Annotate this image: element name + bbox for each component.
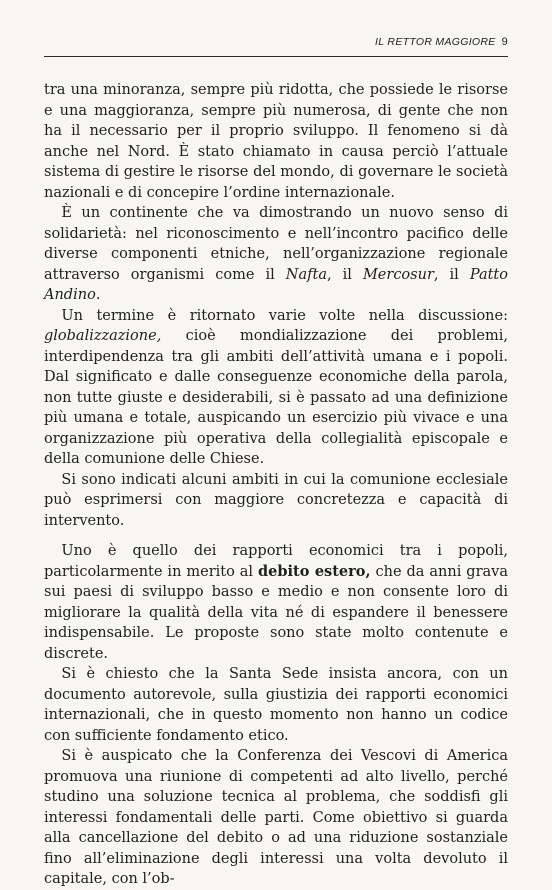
debito-estero-term: debito estero,: [258, 562, 371, 580]
paragraph-1: tra una minoranza, sempre più ridotta, che possiede le risorse e una maggioranza, sempre più numerosa, di gente che non ha il necessario per il proprio sviluppo. Il fenomeno si dà anche nel Nord. È stato chiamato in causa perciò l’attuale sistema di gestire le risorse del mondo, di governare le società nazionali e di concepire l’ordine internazionale.: [44, 82, 508, 201]
header-text: [375, 36, 508, 48]
paragraph-6: Si è chiesto che la Santa Sede insista ancora, con un documento autorevole, sulla giustizia dei rapporti economici internazionali, che in questo momento non hanno un codice con sufficiente fondamento etico.: [44, 666, 508, 744]
nafta-term: Nafta: [285, 266, 327, 283]
paragraph-5: [44, 541, 508, 664]
paragraph-2-text-d: .: [95, 287, 101, 303]
paragraph-2-text-a: È un continente che va dimostrando un nuovo senso di solidarietà: nel riconoscimento e nell’incontro pacifico delle diverse componenti etniche, nell’organizzazione regionale attraverso organismi come il: [44, 205, 508, 283]
paragraph-7: Si è auspicato che la Conferenza dei Vescovi di America promuova una riunione di competenti ad alto livello, perché studino una soluzione tecnica al problema, che soddisfi gli interessi fondamentali delle parti. Come obiettivo si guarda alla cancellazione del debito o ad una riduzione sostanziale fino all’eliminazione degli interessi una volta devoluto il capitale, con l’ob-: [44, 748, 508, 887]
running-title: IL RETTOR MAGGIORE: [375, 36, 496, 48]
paragraph-3-text-a: Un termine è ritornato varie volte nella discussione:: [61, 307, 508, 324]
patto-andino-term: Patto Andino: [44, 266, 508, 303]
paragraph-5-text-b: che da anni grava sui paesi di sviluppo basso e medio e non consente loro di migliorare la qualità della vita né di espandere il benessere indispensabile. Le proposte sono state molto contenute e discrete.: [44, 563, 508, 662]
paragraph-2-text-b: , il: [326, 266, 363, 283]
paragraph-3-text-b: cioè mondializzazione dei problemi, interdipendenza tra gli ambiti dell’attività umana e i popoli. Dal significato e dalle conseguenze economiche della parola, non tutte giuste e desiderabili, si è passato ad una definizione più umana e totale, auspicando un esercizio più vivace e una organizzazione più operativa della collegialità episcopale e della comunione delle Chiese.: [44, 328, 508, 467]
running-header: [44, 36, 508, 58]
page-body: [44, 80, 508, 890]
header-rule: [44, 56, 508, 57]
paragraph-2: [44, 203, 508, 306]
paragraph-2-text-c: , il: [433, 266, 470, 283]
paragraph-5-text-a: Uno è quello dei rapporti economici tra i popoli, particolarmente in merito al: [44, 543, 508, 580]
paragraph-3: [44, 306, 508, 470]
globalizzazione-term: globalizzazione,: [44, 328, 162, 344]
paragraph-4: Si sono indicati alcuni ambiti in cui la comunione ecclesiale può esprimersi con maggiore concretezza e capacità di intervento.: [44, 471, 508, 529]
page-number: 9: [501, 36, 508, 48]
mercosur-term: Mercosur: [362, 266, 434, 283]
